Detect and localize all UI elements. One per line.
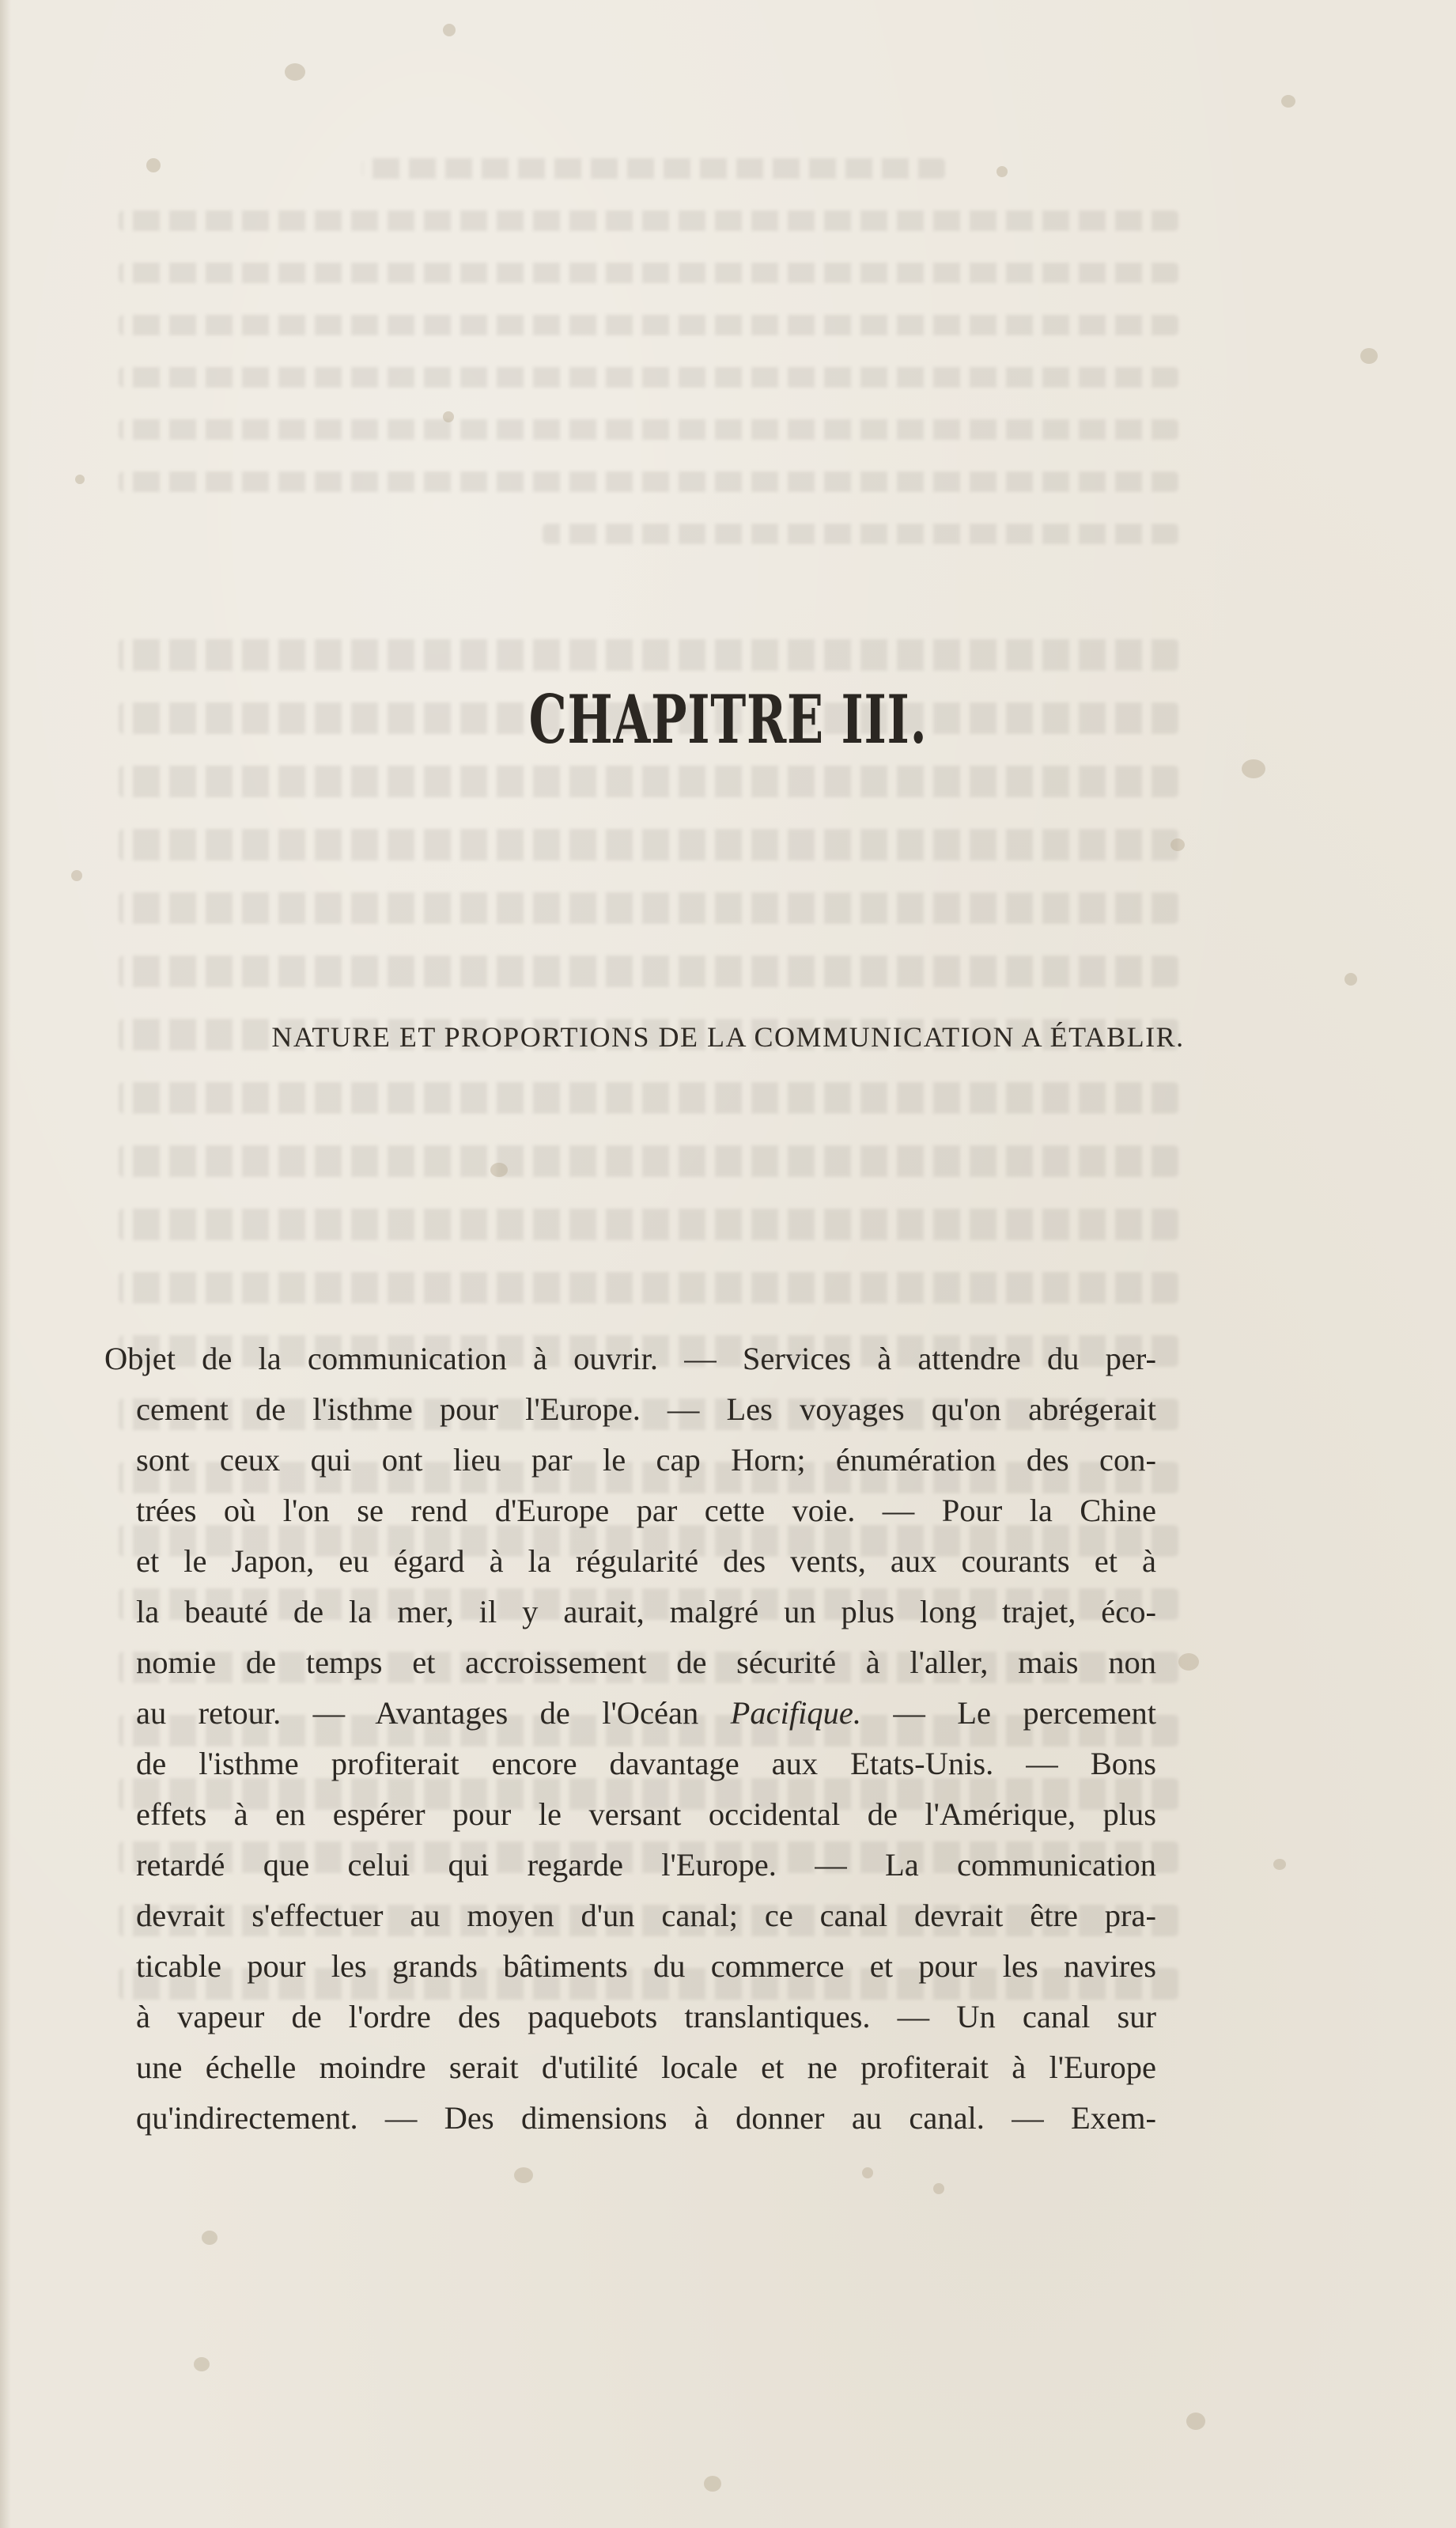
foxing-speck (1242, 759, 1265, 778)
summary-italic-text: Pacifique. (730, 1695, 861, 1731)
foxing-speck (933, 2183, 944, 2194)
foxing-speck (194, 2357, 210, 2371)
summary-line: de l'isthme profiterait encore davantage aux Etats-Unis. — Bons (136, 1746, 1156, 1781)
summary-line: la beauté de la mer, il y aurait, malgré un plus long trajet, éco- (136, 1594, 1156, 1629)
summary-line: effets à en espérer pour le versant occidental de l'Amérique, plus (136, 1796, 1156, 1832)
summary-line: qu'indirectement. — Des dimensions à donner au canal. — Exem- (136, 2100, 1156, 2136)
summary-text: au retour. — Avantages de l'Océan (136, 1695, 699, 1731)
foxing-speck (1186, 2413, 1205, 2430)
summary-line: Objet de la communication à ouvrir. — Services à attendre du per- (104, 1341, 1156, 1376)
foxing-speck (997, 166, 1008, 177)
summary-line: à vapeur de l'ordre des paquebots translantiques. — Un canal sur (136, 1999, 1156, 2034)
foxing-speck (202, 2231, 217, 2245)
foxing-speck (1281, 95, 1295, 108)
summary-line: et le Japon, eu égard à la régularité des vents, aux courants et à (136, 1543, 1156, 1579)
foxing-speck (490, 1163, 508, 1177)
summary-line: devrait s'effectuer au moyen d'un canal; ce canal devrait être pra- (136, 1898, 1156, 1933)
foxing-speck (443, 411, 454, 422)
foxing-speck (514, 2167, 533, 2183)
foxing-speck (71, 870, 82, 881)
foxing-speck (704, 2476, 721, 2492)
foxing-speck (1344, 973, 1357, 986)
foxing-speck (146, 158, 161, 172)
foxing-speck (862, 2167, 873, 2178)
summary-line: sont ceux qui ont lieu par le cap Horn; énumération des con- (136, 1442, 1156, 1478)
summary-line: cement de l'isthme pour l'Europe. — Les voyages qu'on abrégerait (136, 1391, 1156, 1427)
summary-line: retardé que celui qui regarde l'Europe. — La communication (136, 1847, 1156, 1883)
summary-text: — Le percement (893, 1695, 1157, 1731)
chapter-title: CHAPITRE III. (528, 680, 928, 759)
summary-line: ticable pour les grands bâtiments du commerce et pour les navires (136, 1948, 1156, 1984)
summary-line: une échelle moindre serait d'utilité locale et ne profiterait à l'Europe (136, 2049, 1156, 2085)
summary-line: nomie de temps et accroissement de sécurité à l'aller, mais non (136, 1644, 1156, 1680)
foxing-speck (1170, 838, 1185, 851)
foxing-speck (1360, 348, 1378, 364)
chapter-summary (104, 1334, 1156, 2144)
foxing-speck (285, 63, 305, 81)
foxing-speck (1273, 1859, 1286, 1870)
section-heading: NATURE ET PROPORTIONS DE LA COMMUNICATION A ÉTABLIR. (271, 1021, 1185, 1053)
foxing-speck (1178, 1653, 1199, 1671)
foxing-speck (75, 475, 85, 484)
foxing-speck (443, 24, 456, 36)
summary-line-mixed (104, 1688, 1156, 1739)
page-edge-shadow (0, 0, 11, 2528)
summary-line: trées où l'on se rend d'Europe par cette voie. — Pour la Chine (136, 1493, 1156, 1528)
